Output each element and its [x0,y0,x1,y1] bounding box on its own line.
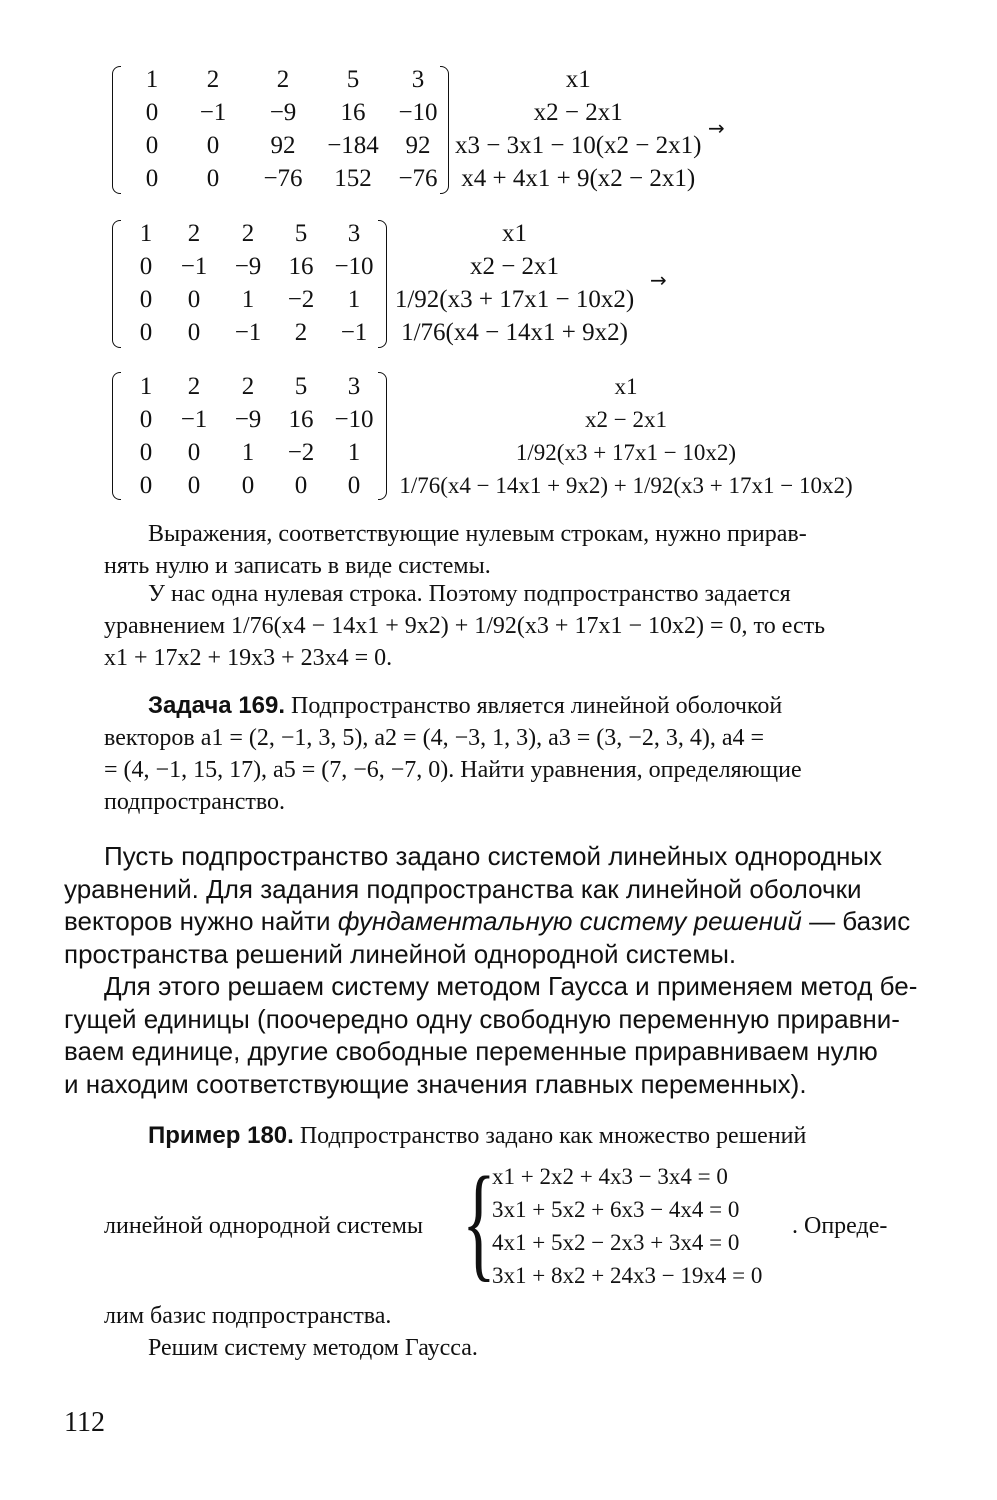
example-continuation: лим базис подпространства. [104,1303,392,1329]
matrix1-expressions: x1 x2 − 2x1 x3 − 3x1 − 10(x2 − 2x1) x4 + 4x1 + 9(x2 − 2x1) [455,65,702,192]
matrix1-right-bracket [440,66,449,194]
equation: 3x1 + 8x2 + 24x3 − 19x4 = 0 [492,1262,763,1288]
matrix1-left-bracket [112,66,121,194]
example-final: Решим систему методом Гаусса. [148,1335,478,1361]
matrix3-expressions: x1 x2 − 2x1 1/92(x3 + 17x1 − 10x2) 1/76(x4 − 14x1 + 9x2) + 1/92(x3 + 17x1 − 10x2) [399,373,853,498]
matrix3-right-bracket [378,372,387,500]
matrix3-left-bracket [112,372,121,500]
task-label: Задача 169. [148,692,286,719]
example-before-system: линейной однородной системы [104,1213,424,1239]
matrix2-left-bracket [112,220,121,348]
task-169: Задача 169. Подпространство является линейной оболочкой векторов a1 = (2, −1, 3, 5), a2 = (4, −3, 1, 3), a3 = (3, −2, 3, 4), a4 = = (4, −1, 15, 17), a5 = (7, −6, −7, 0). Найти уравнения, определяющие подпространство. [104,692,802,815]
matrix-row: 0 0 1 −2 1 [139,285,361,313]
example-after-system: . Опреде- [792,1213,888,1239]
arrow-right-icon: → [708,116,725,140]
example-180-heading: Пример 180. Подпространство задано как множество решений [148,1122,807,1149]
matrix-row: 0 −1 −9 16 −10 [139,252,374,280]
matrix3 [126,370,380,502]
matrix-row: 0 −1 −9 16 −10 [145,98,438,126]
paragraph-fundamental-system: Пусть подпространство задано системой линейных однородных уравнений. Для задания подпространства как линейной оболочки векторов нужно найти фундаментальную систему решений — базис пространства решений линейной однородной системы. [64,841,911,969]
matrix-row: 1 2 2 5 3 [145,65,425,93]
matrix-row: 0 0 0 0 0 [139,471,361,499]
equation: x1 + 2x2 + 4x3 − 3x4 = 0 [492,1163,728,1189]
paragraph-zero-rows: Выражения, соответствующие нулевым строкам, нужно прирав- нять нулю и записать в виде системы. [104,521,807,579]
matrix-row: 0 0 92 −184 92 [145,131,431,159]
equation: 3x1 + 5x2 + 6x3 − 4x4 = 0 [492,1196,740,1222]
linear-system [492,1160,762,1292]
arrow-right-icon: → [650,268,667,292]
matrix-row: 1 2 2 5 3 [139,372,361,400]
matrix-row: 0 0 −1 2 −1 [139,318,368,346]
matrix1 [126,63,448,195]
example-label: Пример 180. [148,1122,294,1149]
matrix-row: 0 0 −76 152 −76 [145,164,438,192]
matrix2 [126,217,380,349]
matrix-row: 0 0 1 −2 1 [139,438,361,466]
term-fundamental-system: фундаментальную систему решений [337,906,802,937]
page-number: 112 [64,1407,105,1438]
system-brace: { [462,1151,496,1293]
matrix2-expressions: x1 x2 − 2x1 1/92(x3 + 17x1 − 10x2) 1/76(x4 − 14x1 + 9x2) [394,219,635,346]
paragraph-subspace-equation: У нас одна нулевая строка. Поэтому подпространство задается уравнением 1/76(x4 − 14x1 + 9x2) + 1/92(x3 + 17x1 − 10x2) = 0, то есть x1 + 17x2 + 19x3 + 23x4 = 0. [104,581,826,671]
matrix2-right-bracket [378,220,387,348]
matrix-row: 1 2 2 5 3 [139,219,361,247]
paragraph-gauss-method: Для этого решаем систему методом Гаусса и применяем метод бе- гущей единицы (поочередно одну свободную переменную приравни- ваем единице, другие свободные переменные приравниваем нулю и находим соответствующие значения главных переменных). [64,971,918,1099]
matrix-row: 0 −1 −9 16 −10 [139,405,374,433]
equation: 4x1 + 5x2 − 2x3 + 3x4 = 0 [492,1229,740,1255]
